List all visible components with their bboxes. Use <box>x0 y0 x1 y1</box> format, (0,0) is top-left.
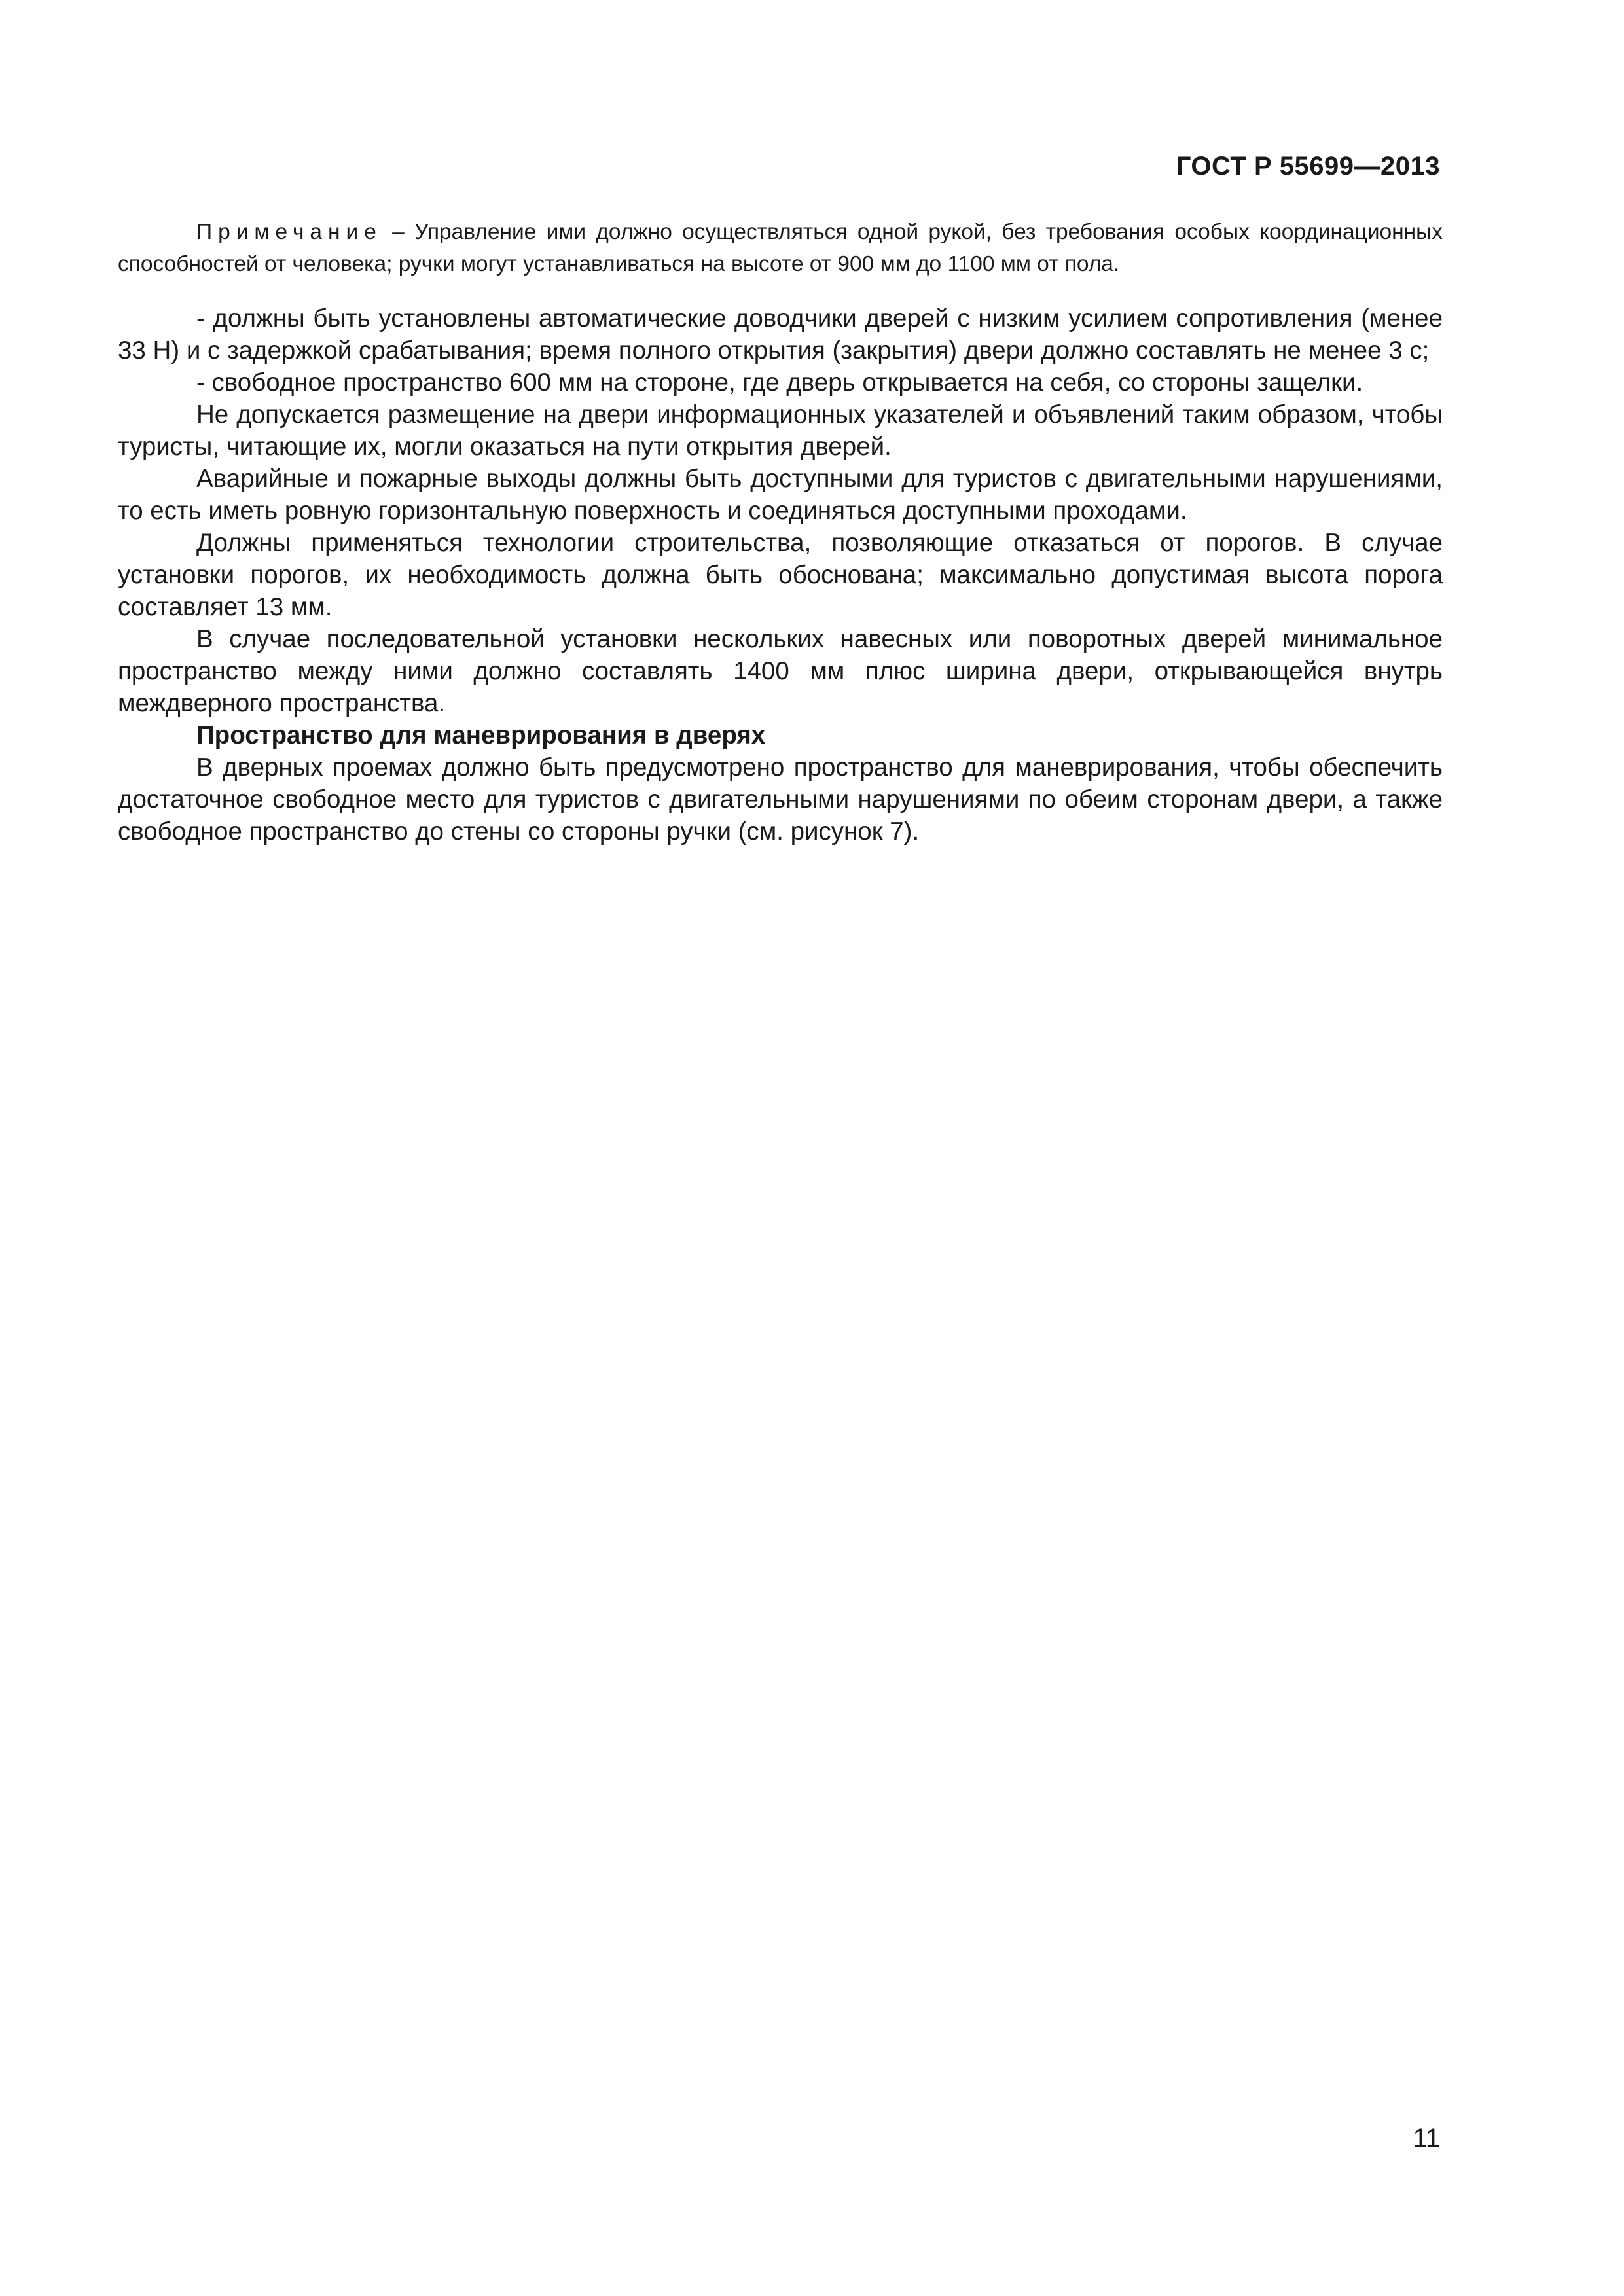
section-heading: Пространство для маневрирования в дверях <box>196 721 766 749</box>
body-paragraph: Должны применяться технологии строительства, позволяющие отказаться от порогов. В случае установки порогов, их необходимость должна быть обоснована; максимально допустимая высота порога составляет 13 мм. <box>118 529 1443 621</box>
section-paragraph: В дверных проемах должно быть предусмотрено пространство для маневрирования, чтобы обеспечить достаточное свободное место для туристов с двигательными нарушениями по обеим сторонам двери, а также свободное пространство до стены со стороны ручки (см. рисунок 7). <box>118 753 1443 846</box>
page-number: 11 <box>1413 2124 1440 2153</box>
note-text: – Управление ими должно осуществляться одной рукой, без требования особых координационных способностей от человека; ручки могут устанавливаться на высоте от 900 мм до 1100 мм от пола. <box>118 220 1443 276</box>
document-code-header: ГОСТ Р 55699—2013 <box>1176 152 1440 181</box>
note-paragraph <box>118 216 1443 280</box>
body-paragraph: - свободное пространство 600 мм на стороне, где дверь открывается на себя, со стороны защелки. <box>196 368 1363 397</box>
page-content <box>118 216 1443 848</box>
note-label: Примечание <box>196 220 382 244</box>
body-paragraph: - должны быть установлены автоматические доводчики дверей с низким усилием сопротивления (менее 33 Н) и с задержкой срабатывания; время полного открытия (закрытия) двери должно составлять не менее 3 с; <box>118 304 1443 365</box>
body-paragraph: Аварийные и пожарные выходы должны быть доступными для туристов с двигательными нарушениями, то есть иметь ровную горизонтальную поверхность и соединяться доступными проходами. <box>118 465 1443 525</box>
body-paragraph: В случае последовательной установки нескольких навесных или поворотных дверей минимальное пространство между ними должно составлять 1400 мм плюс ширина двери, открывающейся внутрь междверного пространства. <box>118 625 1443 717</box>
body-paragraph: Не допускается размещение на двери информационных указателей и объявлений таким образом, чтобы туристы, читающие их, могли оказаться на пути открытия дверей. <box>118 401 1443 461</box>
